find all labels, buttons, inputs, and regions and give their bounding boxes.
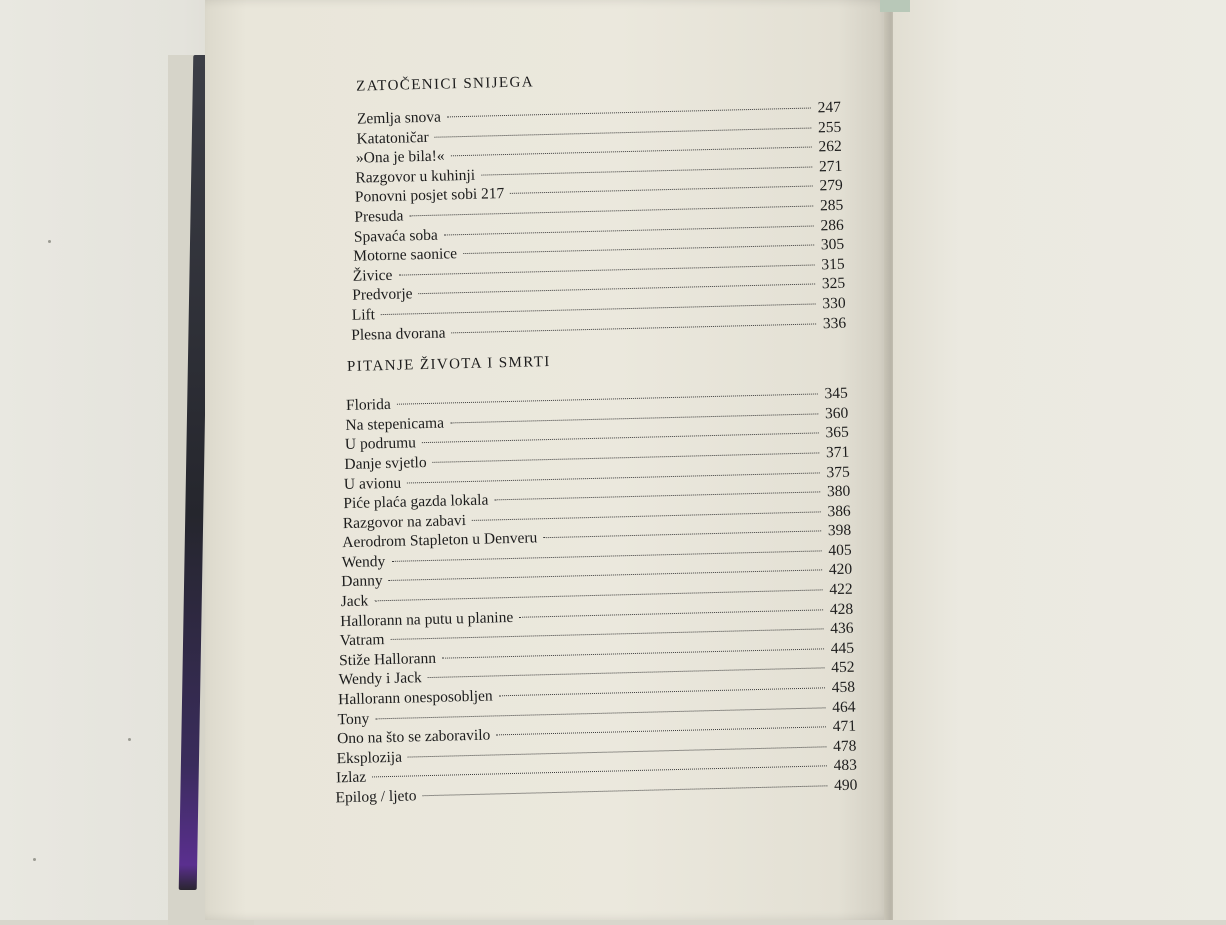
- leader-dots: [422, 433, 819, 444]
- entry-page: 325: [821, 275, 846, 293]
- entry-page: 286: [820, 216, 844, 234]
- entry-title: Plesna dvorana: [351, 324, 446, 344]
- entry-page: 464: [832, 698, 856, 716]
- entry-page: 375: [826, 463, 850, 481]
- entry-page: 365: [825, 424, 849, 442]
- entry-title: Ponovni posjet sobi 217: [354, 185, 505, 207]
- entry-title: Živice: [352, 266, 393, 285]
- entry-page: 483: [833, 757, 858, 775]
- entry-title: Predvorje: [352, 285, 413, 305]
- leader-dots: [390, 629, 823, 641]
- entry-page: 271: [818, 157, 843, 176]
- leader-dots: [433, 452, 820, 462]
- leader-dots: [510, 186, 813, 194]
- entry-title: U podrumu: [344, 434, 417, 454]
- leader-dots: [496, 727, 826, 736]
- entry-title: Hallorann na putu u planine: [340, 608, 514, 630]
- leader-dots: [447, 108, 811, 118]
- leader-dots: [391, 550, 821, 562]
- entry-page: 422: [829, 580, 853, 599]
- entry-title: Tony: [337, 710, 370, 728]
- entry-title: Razgovor u kuhinji: [355, 166, 476, 187]
- entry-page: 305: [820, 235, 845, 254]
- section-entries: [301, 98, 847, 346]
- entry-title: Katatoničar: [356, 128, 429, 148]
- entry-page: 336: [822, 314, 847, 332]
- leader-dots: [397, 394, 818, 405]
- leader-dots: [442, 648, 824, 658]
- leader-dots: [375, 707, 825, 719]
- leader-dots: [451, 147, 812, 157]
- entry-page: 247: [817, 98, 842, 117]
- leader-dots: [422, 785, 827, 796]
- entry-page: 428: [829, 600, 854, 618]
- entry-title: Zemlja snova: [356, 108, 442, 128]
- entry-title: Ono na što se zaboravilo: [336, 726, 491, 748]
- entry-title: Stiže Hallorann: [338, 649, 437, 670]
- entry-page: 458: [831, 678, 856, 697]
- entry-page: 386: [827, 502, 851, 520]
- entry-title: Jack: [340, 592, 369, 611]
- entry-title: Presuda: [354, 207, 404, 226]
- leader-dots: [444, 225, 814, 235]
- entry-page: 330: [822, 294, 846, 313]
- leader-dots: [494, 492, 820, 501]
- entry-page: 262: [818, 137, 842, 156]
- leader-dots: [398, 264, 814, 275]
- entry-title: Na stepenicama: [345, 414, 445, 434]
- leader-dots: [499, 687, 825, 696]
- leader-dots: [381, 303, 816, 315]
- entry-title: Razgovor na zabavi: [342, 511, 467, 532]
- leader-dots: [481, 166, 812, 175]
- section-entries: [308, 384, 858, 809]
- leader-dots: [543, 531, 821, 539]
- entry-page: 315: [821, 255, 845, 274]
- entry-title: Epilog / ljeto: [335, 787, 417, 807]
- leader-dots: [409, 205, 813, 216]
- section-title: ZATOČENICI SNIJEGA: [355, 74, 535, 95]
- entry-page: 405: [828, 541, 852, 560]
- entry-title: Aerodrom Stapleton u Denveru: [342, 529, 538, 552]
- entry-page: 380: [826, 482, 851, 501]
- entry-title: Motorne saonice: [353, 245, 458, 265]
- table-of-contents: [300, 67, 858, 809]
- leader-dots: [451, 323, 816, 333]
- section-title: PITANJE ŽIVOTA I SMRTI: [346, 354, 551, 376]
- entry-title: Izlaz: [335, 769, 367, 787]
- entry-page: 445: [830, 639, 855, 658]
- leader-dots: [407, 472, 820, 483]
- entry-page: 279: [819, 177, 843, 195]
- entry-title: Vatram: [339, 631, 385, 650]
- entry-page: 490: [833, 776, 858, 795]
- leader-dots: [428, 668, 825, 679]
- entry-page: 420: [828, 561, 853, 579]
- entry-title: »Ona je bila!«: [355, 147, 445, 167]
- dust-speck: [128, 738, 131, 741]
- leader-dots: [419, 284, 816, 295]
- entry-title: Danny: [341, 572, 383, 591]
- entry-page: 345: [824, 384, 849, 403]
- entry-page: 285: [819, 196, 844, 215]
- entry-title: Piće plaća gazda lokala: [343, 491, 489, 513]
- leader-dots: [389, 570, 823, 582]
- entry-title: Danje svjetlo: [344, 453, 427, 473]
- entry-page: 371: [825, 443, 850, 462]
- leader-dots: [519, 609, 823, 617]
- entry-page: 478: [832, 737, 857, 755]
- entry-title: Eksplozija: [336, 748, 403, 768]
- leader-dots: [450, 413, 818, 423]
- entry-title: Wendy i Jack: [338, 669, 422, 689]
- entry-page: 255: [817, 118, 842, 136]
- leader-dots: [374, 589, 822, 601]
- leader-dots: [472, 511, 821, 521]
- entry-title: Hallorann onesposobljen: [337, 687, 493, 709]
- entry-title: Spavaća soba: [353, 226, 438, 246]
- dust-speck: [48, 240, 51, 243]
- entry-title: U avionu: [343, 474, 402, 493]
- entry-page: 436: [830, 619, 854, 638]
- book-page-right: [893, 0, 1226, 920]
- entry-title: Wendy: [341, 552, 386, 571]
- entry-title: Florida: [345, 396, 391, 415]
- leader-dots: [372, 766, 827, 778]
- entry-page: 398: [827, 521, 852, 540]
- bookmark-tab: [880, 0, 910, 12]
- entry-title: Lift: [351, 306, 376, 324]
- entry-page: 471: [832, 717, 857, 736]
- dust-speck: [33, 858, 36, 861]
- leader-dots: [408, 746, 826, 757]
- entry-page: 452: [831, 659, 855, 677]
- leader-dots: [463, 245, 814, 255]
- leader-dots: [435, 127, 812, 137]
- entry-page: 360: [824, 404, 849, 422]
